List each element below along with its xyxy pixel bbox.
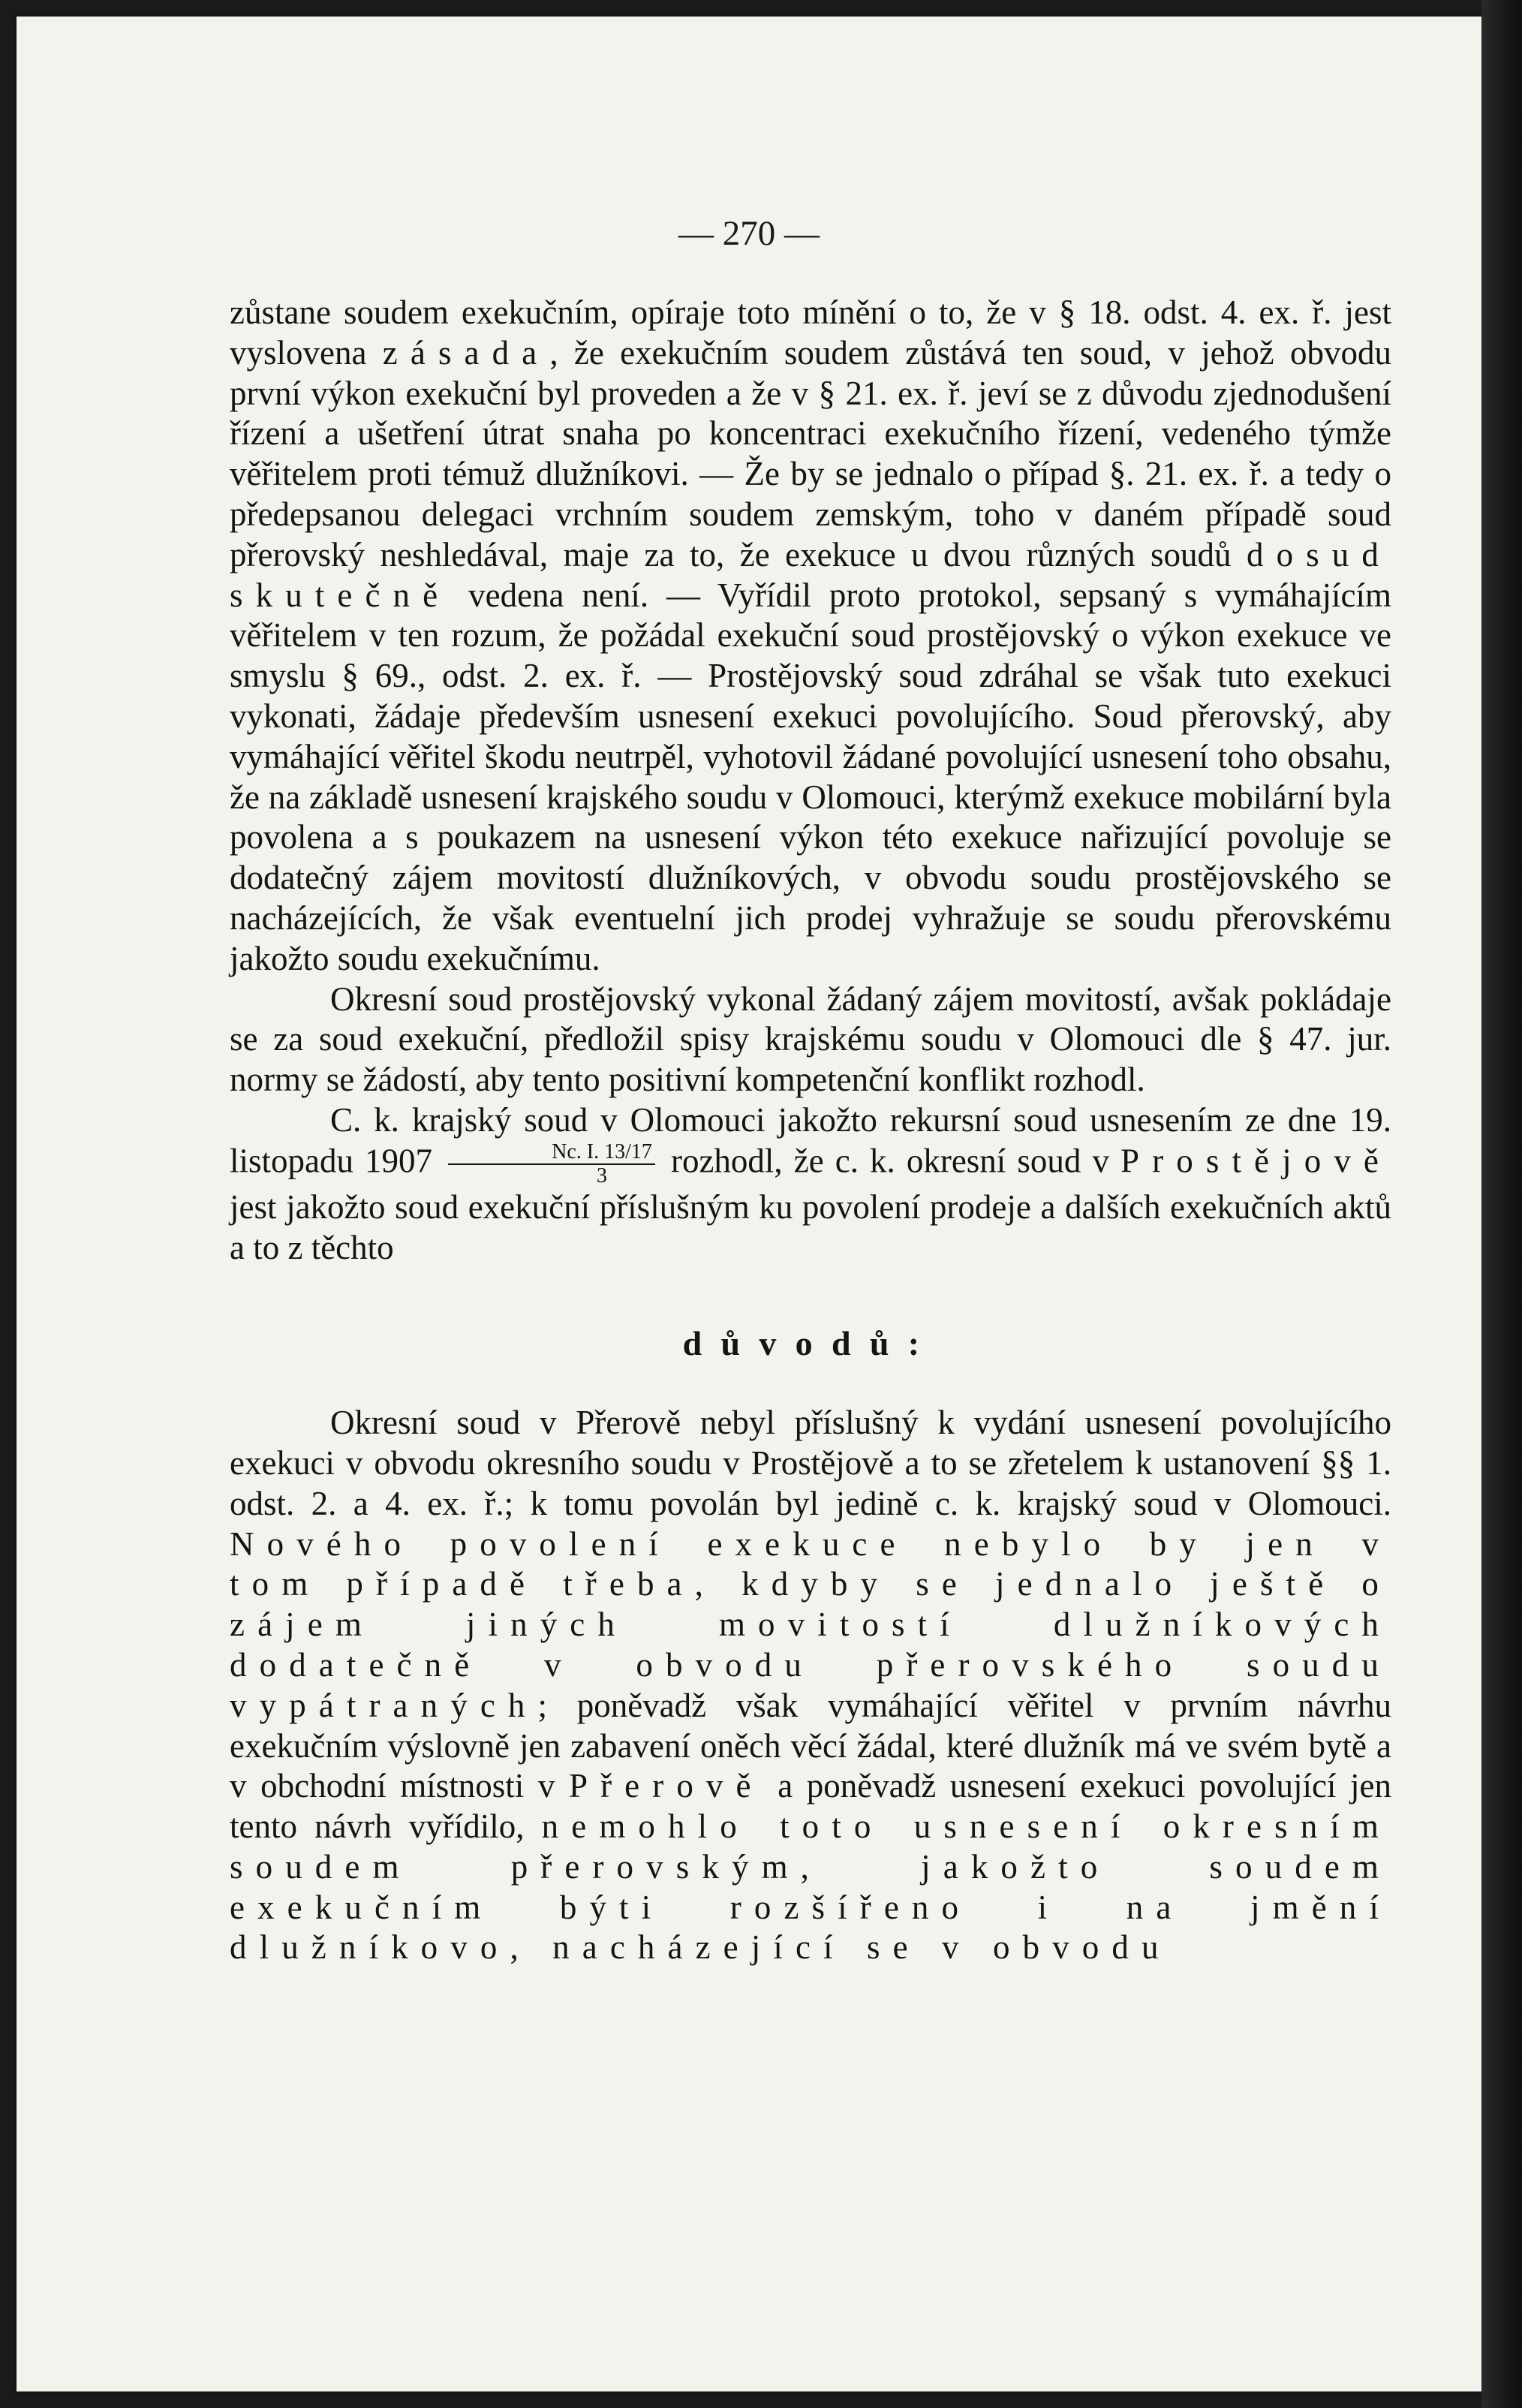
paragraph-3-lead: C. k. krajský soud v Olomouci jakožto rekursní soud usnesením ze dne 19. listopadu 1907 — [230, 1100, 1391, 1180]
paragraph-1-middle: , že exekučním soudem zůstává ten soud, v jehož obvodu první výkon exekuční byl proveden a že v § 21. ex. ř. jeví se z důvodu zjednodušení řízení a ušetření útrat snaha po koncentraci exekučního řízení, vedeného týmže věřitelem proti témuž dlužníkovi. — Že by se jednalo o případ §. 21. ex. ř. a tedy o předepsanou delegaci vrchním soudem zemským, toho v daném případě soud přerovský neshledával, maje za to, že exekuce u dvou různých soudů — [230, 333, 1391, 573]
fraction-numerator: Nc. I. 13/17 — [448, 1141, 655, 1165]
paragraph-4 — [230, 1403, 1391, 1968]
document-page — [17, 17, 1481, 2391]
scan-edge — [1481, 0, 1522, 2408]
case-number-fraction — [448, 1141, 655, 1187]
paragraph-3-tail: jest jakožto soud exekuční příslušným ku povolení prodeje a dalších exekučních aktů a to z těchto — [230, 1187, 1391, 1266]
paragraph-1-tail: vedena není. — Vyřídil proto protokol, sepsaný s vymáhajícím věřitelem v ten rozum, že požádal exekuční soud prostějovský o výkon exekuce ve smyslu § 69., odst. 2. ex. ř. — Prostějovský soud zdráhal se však tuto exekuci vykonati, žádaje především usnesení exekuci povolujícího. Soud přerovský, aby vymáhající věřitel škodu neutrpěl, vyhotovil žádané povolující usnesení toho obsahu, že na základě usnesení krajského soudu v Olomouci, kterýmž exekuce mobilární byla povolena a s poukazem na usnesení výkon této exekuce nařizující povoluje se dodatečný zájem movitostí dlužníkových, v obvodu soudu prostějovského se nacházejících, že však eventuelní jich prodej vyhražuje se soudu přerovskému jakožto soudu exekučnímu. — [230, 576, 1392, 977]
paragraph-4-emphasis-2: Přerově — [568, 1767, 764, 1805]
paragraph-3-emphasis: Prostějově — [1120, 1142, 1391, 1180]
paragraph-4-middle: ; poněvadž však vymáhající věřitel v prvním návrhu exekučním výslovně jen zabavení oněch věcí žádal, které dlužník má ve svém bytě a v obchodní místnosti v — [230, 1686, 1391, 1805]
section-heading: důvodů: — [682, 1324, 939, 1363]
paragraph-4-middle-2: a poněvadž usnesení exekuci povolující jen tento návrh vyřídilo, — [230, 1767, 1392, 1846]
paragraph-4-emphasis-1: Nového povolení exekuce nebylo by jen v tom případě třeba, kdyby se jednalo ještě o zájem jiných movitostí dlužníkových dodatečně v obvodu přerovského soudu vypátraných — [230, 1525, 1391, 1724]
paragraph-4-lead: Okresní soud v Přerově nebyl příslušný k vydání usnesení povolujícího exekuci v obvodu okresního soudu v Prostějově a to se zřetelem k ustanovení §§ 1. odst. 2. a 4. ex. ř.; k tomu povolán byl jedině c. k. krajský soud v Olomouci. — [230, 1404, 1391, 1522]
fraction-denominator: 3 — [597, 1163, 607, 1187]
paragraph-3-middle: rozhodl, že c. k. okresní soud v — [670, 1142, 1109, 1180]
paragraph-1-emphasis-1: zásada — [382, 333, 550, 372]
paragraph-2: Okresní soud prostějovský vykonal žádaný zájem movitostí, avšak pokládaje se za soud exekuční, předložil spisy krajskému soudu v Olomouci dle § 47. jur. normy se žádostí, aby tento positivní kompetenční konflikt rozhodl. — [230, 980, 1391, 1099]
paragraph-3 — [230, 1100, 1391, 1268]
paragraph-1-lead: zůstane soudem exekučním, opíraje toto mínění o to, že v § 18. odst. 4. ex. ř. jest vyslovena — [230, 293, 1391, 372]
body-text — [230, 293, 1391, 1968]
paragraph-1-emphasis-2: dosud skutečně — [230, 535, 1391, 614]
page-number: — 270 — — [678, 214, 820, 253]
paragraph-1 — [230, 293, 1391, 980]
paragraph-4-emphasis-3: nemohlo toto usnesení okresním soudem přerovským, jakožto soudem exekučním býti rozšířeno i na jmění dlužníkovo, nacházející se v obvodu — [230, 1808, 1392, 1967]
